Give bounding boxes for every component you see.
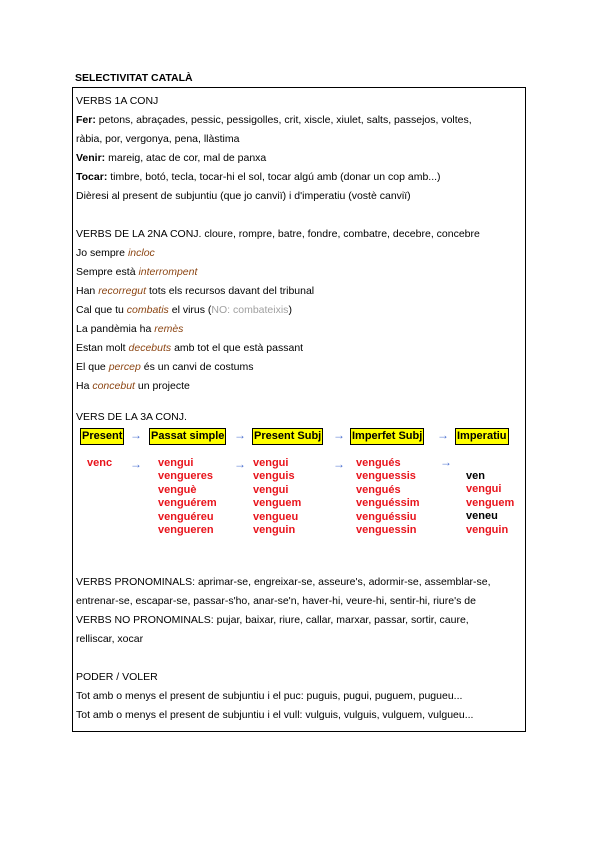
example-line [76, 285, 314, 298]
sec5-heading: PODER / VOLER [76, 671, 158, 683]
example-verb: decebuts [128, 342, 172, 354]
passat-form: venguérem [158, 497, 217, 510]
example-line [76, 266, 197, 279]
example-text: Ha [76, 380, 93, 392]
pronominals-line: VERBS PRONOMINALS: aprimar-se, engreixar-se, asseure's, adormir-se, assemblar-se, [76, 576, 491, 588]
arrow-icon: → [440, 455, 452, 469]
example-text: La pandèmia ha [76, 323, 155, 335]
fer-label: Fer: [76, 114, 96, 126]
present-form: venc [87, 457, 113, 469]
imperatiu-form: venguin [466, 523, 509, 536]
incorrect-form: NO: combateixis [211, 304, 289, 316]
tocar-line [76, 171, 441, 184]
passat-form: venguè [158, 483, 197, 496]
example-verb: recorregut [98, 285, 147, 297]
passat-form: vengueres [158, 470, 214, 483]
imperfet-form: vengués [356, 457, 401, 469]
example-verb: combatis [126, 304, 169, 316]
example-verb: incloc [127, 247, 155, 259]
example-verb: interrompent [138, 266, 198, 278]
imperfet-form: venguessin [356, 524, 417, 537]
example-line [76, 304, 292, 317]
example-text: amb tot el que està passant [171, 342, 304, 354]
example-verb: percep [108, 361, 141, 373]
imperfet-form: venguéssiu [356, 510, 417, 523]
imperfet-form: vengués [356, 483, 401, 496]
example-text: El que [76, 361, 109, 373]
example-text: és un canvi de costums [140, 361, 254, 373]
example-text: Cal que tu [76, 304, 127, 316]
arrow-icon: → [130, 457, 142, 471]
arrow-icon: → [234, 457, 246, 471]
imperatiu-form: vengui [466, 483, 502, 496]
example-text: Han [76, 285, 99, 297]
arrow-icon: → [130, 428, 142, 442]
example-line [76, 361, 253, 374]
example-text: Sempre està [76, 266, 139, 278]
sec3-heading: VERS DE LA 3A CONJ. [76, 411, 187, 423]
tocar-text: timbre, botó, tecla, tocar-hi el sol, tocar algú amb (donar un cop amb...) [107, 171, 441, 183]
venir-label: Venir: [76, 152, 106, 164]
example-verb: concebut [92, 380, 135, 392]
venir-text: mareig, atac de cor, mal de panxa [105, 152, 267, 164]
passat-form: vengueren [158, 524, 214, 537]
fer-line-2: ràbia, por, vergonya, pena, llàstima [76, 133, 240, 145]
subj-form: venguem [253, 497, 302, 510]
imperfet-form: venguessis [356, 470, 416, 483]
arrow-icon: → [437, 428, 449, 442]
subj-form: vengueu [253, 510, 299, 523]
dieresi-line: Dièresi al present de subjuntiu (que jo canviï) i d'imperatiu (vostè canviï) [76, 190, 411, 202]
imperatiu-form: veneu [466, 510, 498, 523]
no-pronominals-line: VERBS NO PRONOMINALS: pujar, baixar, riure, callar, marxar, passar, sortir, caure, [76, 614, 469, 626]
example-line [76, 323, 183, 336]
page-title: SELECTIVITAT CATALÀ [75, 72, 193, 84]
sec1-heading: VERBS 1A CONJ [76, 95, 159, 107]
poder-line: Tot amb o menys el present de subjuntiu i el puc: puguis, pugui, puguem, pugueu... [76, 690, 463, 702]
tocar-label: Tocar: [76, 171, 108, 183]
imperfet-form: venguéssim [356, 497, 420, 510]
example-text: el virus ( [168, 304, 212, 316]
subj-column [253, 457, 301, 537]
example-line [76, 342, 303, 355]
subj-form: vengui [253, 483, 289, 496]
header-present-subj: Present Subj [252, 428, 323, 445]
passat-form: vengui [158, 457, 194, 469]
example-line [76, 247, 155, 260]
arrow-icon: → [333, 428, 345, 442]
sec2-heading: VERBS DE LA 2NA CONJ. cloure, rompre, batre, fondre, combatre, decebre, concebre [76, 228, 480, 240]
imperatiu-form: venguem [466, 496, 515, 509]
imperfet-column [356, 457, 420, 537]
example-text: Estan molt [76, 342, 129, 354]
header-passat-simple: Passat simple [149, 428, 226, 445]
passat-column [158, 457, 217, 537]
passat-form: venguéreu [158, 510, 214, 523]
subj-form: venguis [253, 470, 295, 483]
pronominals-line-2: entrenar-se, escapar-se, passar-s'ho, anar-se'n, haver-hi, veure-hi, sentir-hi, riure's de [76, 595, 476, 607]
example-text: Jo sempre [76, 247, 128, 259]
example-line [76, 380, 190, 393]
voler-line: Tot amb o menys el present de subjuntiu i el vull: vulguis, vulguis, vulguem, vulgueu... [76, 709, 474, 721]
header-imperatiu: Imperatiu [455, 428, 509, 445]
venir-line [76, 152, 266, 165]
example-text: ) [288, 304, 292, 316]
arrow-icon: → [333, 457, 345, 471]
imperatiu-column [466, 470, 514, 537]
fer-text: petons, abraçades, pessic, pessigolles, crit, xiscle, xiulet, salts, passejos, voltes, [95, 114, 472, 126]
subj-form: vengui [253, 457, 289, 469]
example-verb: remès [154, 323, 184, 335]
fer-line [76, 114, 472, 127]
imperatiu-form: ven [466, 470, 485, 482]
example-text: un projecte [134, 380, 190, 392]
subj-form: venguin [253, 524, 296, 537]
arrow-icon: → [234, 428, 246, 442]
example-text: tots els recursos davant del tribunal [146, 285, 315, 297]
header-present: Present [80, 428, 124, 445]
header-imperfet-subj: Imperfet Subj [350, 428, 424, 445]
no-pronominals-line-2: relliscar, xocar [76, 633, 144, 645]
